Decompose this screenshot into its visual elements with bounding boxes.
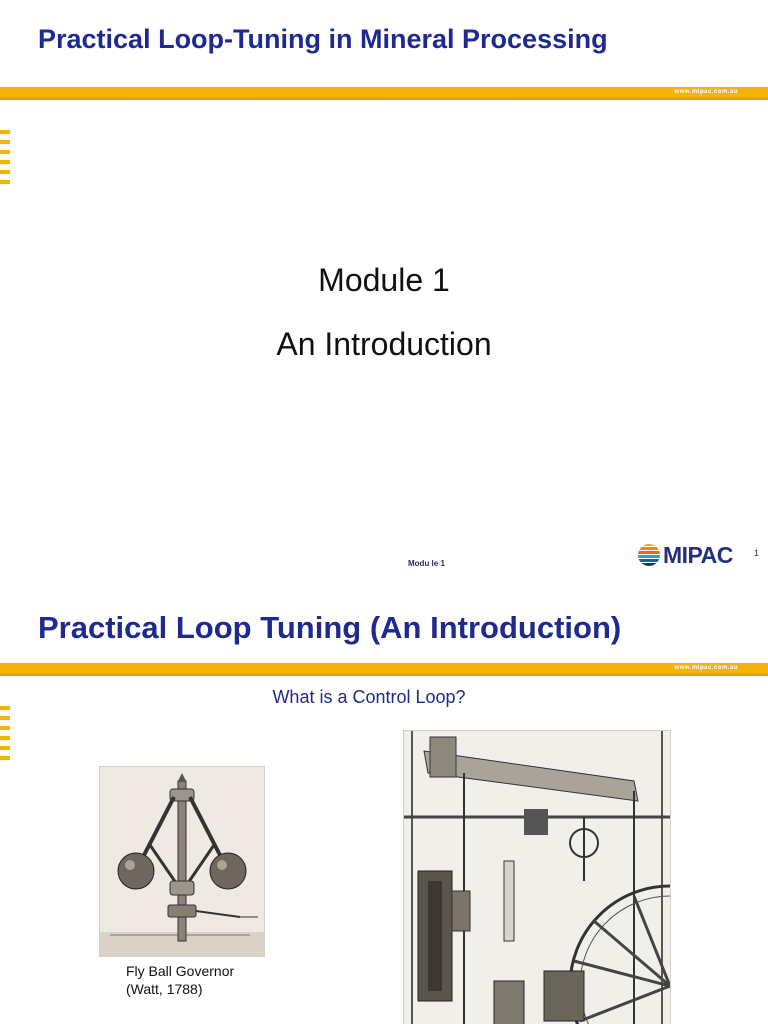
- website-url: www.mipac.com.au: [674, 665, 738, 671]
- footer-module-label: Modu le 1: [408, 559, 445, 568]
- logo-text: MIPAC: [663, 542, 733, 568]
- header-rule: [0, 87, 768, 100]
- header-rule: [0, 663, 768, 676]
- slide-title: Practical Loop-Tuning in Mineral Processing: [38, 24, 608, 54]
- image-caption: [126, 962, 234, 998]
- module-heading: Module 1: [318, 262, 450, 298]
- side-dashes: [0, 706, 10, 766]
- slide-subtitle: What is a Control Loop?: [272, 687, 466, 707]
- mipac-logo-icon: [638, 543, 660, 567]
- module-subheading: An Introduction: [276, 326, 492, 362]
- fly-ball-governor-image: [99, 766, 265, 957]
- website-url: www.mipac.com.au: [674, 89, 738, 95]
- slide-title: Practical Loop Tuning (An Introduction): [38, 610, 622, 645]
- steam-engine-illustration: [404, 731, 670, 1024]
- caption-line-1: Fly Ball Governor: [126, 963, 235, 979]
- slide-2: [0, 588, 768, 1024]
- caption-line-2: (Watt, 1788): [126, 981, 203, 997]
- side-dashes: [0, 130, 10, 190]
- fly-ball-governor-illustration: [100, 767, 264, 956]
- page-number: 1: [754, 548, 760, 558]
- steam-engine-image: [403, 730, 671, 1024]
- mipac-logo: [638, 541, 736, 569]
